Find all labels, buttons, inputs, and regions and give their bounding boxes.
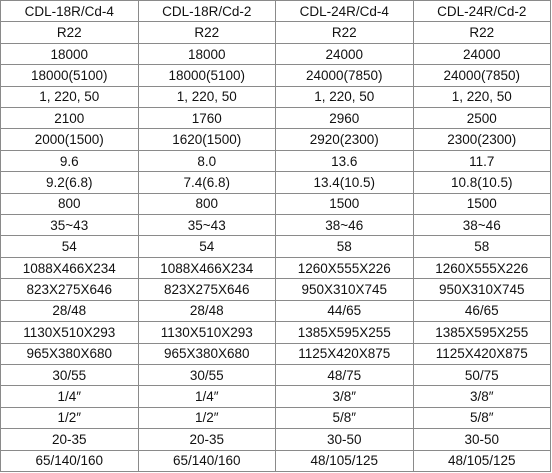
table-cell: 1/2″ (1, 407, 139, 428)
table-cell: 35~43 (138, 215, 276, 236)
table-row (1, 22, 551, 43)
table-cell: 9.6 (1, 150, 139, 171)
table-cell: 65/140/160 (1, 450, 139, 471)
header-cell-cdl-24r-cd-4: CDL-24R/Cd-4 (276, 1, 414, 22)
table-row (1, 86, 551, 107)
table-cell: 30-50 (413, 429, 551, 450)
header-cell-cdl-18r-cd-4: CDL-18R/Cd-4 (1, 1, 139, 22)
table-cell: 8.0 (138, 150, 276, 171)
table-cell: 1260X555X226 (276, 257, 414, 278)
table-cell: 65/140/160 (138, 450, 276, 471)
table-cell: 24000(7850) (413, 65, 551, 86)
table-cell: 44/65 (276, 300, 414, 321)
table-row (1, 429, 551, 450)
table-cell: 1125X420X875 (276, 343, 414, 364)
table-cell: 24000(7850) (276, 65, 414, 86)
table-cell: 2000(1500) (1, 129, 139, 150)
table-cell: 1, 220, 50 (413, 86, 551, 107)
header-cell-cdl-24r-cd-2: CDL-24R/Cd-2 (413, 1, 551, 22)
table-cell: 5/8″ (276, 407, 414, 428)
table-cell: 28/48 (1, 300, 139, 321)
table-cell: 18000 (1, 43, 139, 64)
table-cell: 1500 (413, 193, 551, 214)
table-cell: 58 (413, 236, 551, 257)
table-cell: 35~43 (1, 215, 139, 236)
table-cell: 1385X595X255 (276, 322, 414, 343)
table-cell: 20-35 (138, 429, 276, 450)
header-cell-cdl-18r-cd-2: CDL-18R/Cd-2 (138, 1, 276, 22)
table-row (1, 279, 551, 300)
table-cell: 48/105/125 (413, 450, 551, 471)
table-cell: R22 (1, 22, 139, 43)
table-row (1, 172, 551, 193)
table-cell: 24000 (276, 43, 414, 64)
table-cell: 1760 (138, 108, 276, 129)
table-row (1, 215, 551, 236)
table-cell: 823X275X646 (138, 279, 276, 300)
table-cell: 1125X420X875 (413, 343, 551, 364)
table-cell: 950X310X745 (413, 279, 551, 300)
table-cell: 1500 (276, 193, 414, 214)
table-cell: 2920(2300) (276, 129, 414, 150)
table-cell: 1/4″ (1, 386, 139, 407)
table-cell: 18000 (138, 43, 276, 64)
table-cell: 5/8″ (413, 407, 551, 428)
table-cell: 2960 (276, 108, 414, 129)
table-cell: 3/8″ (276, 386, 414, 407)
table-cell: 46/65 (413, 300, 551, 321)
table-cell: 50/75 (413, 364, 551, 385)
table-cell: 1/4″ (138, 386, 276, 407)
table-row (1, 193, 551, 214)
table-cell: 48/105/125 (276, 450, 414, 471)
table-cell: 58 (276, 236, 414, 257)
table-cell: 2500 (413, 108, 551, 129)
table-cell: 10.8(10.5) (413, 172, 551, 193)
table-cell: 18000(5100) (1, 65, 139, 86)
table-row (1, 322, 551, 343)
table-cell: 800 (138, 193, 276, 214)
table-cell: R22 (276, 22, 414, 43)
table-cell: 1088X466X234 (1, 257, 139, 278)
table-cell: 9.2(6.8) (1, 172, 139, 193)
table-cell: 965X380X680 (138, 343, 276, 364)
table-cell: 20-35 (1, 429, 139, 450)
table-cell: 1, 220, 50 (138, 86, 276, 107)
table-cell: 30/55 (138, 364, 276, 385)
table-row (1, 386, 551, 407)
table-cell: 38~46 (276, 215, 414, 236)
table-row (1, 257, 551, 278)
table-row (1, 364, 551, 385)
table-cell: 18000(5100) (138, 65, 276, 86)
table-cell: R22 (413, 22, 551, 43)
table-cell: 965X380X680 (1, 343, 139, 364)
spec-table-body (1, 1, 551, 472)
table-cell: 11.7 (413, 150, 551, 171)
table-row (1, 236, 551, 257)
table-cell: 2300(2300) (413, 129, 551, 150)
table-row (1, 65, 551, 86)
table-row (1, 43, 551, 64)
table-cell: 38~46 (413, 215, 551, 236)
table-cell: 800 (1, 193, 139, 214)
table-cell: 13.6 (276, 150, 414, 171)
table-cell: 1, 220, 50 (276, 86, 414, 107)
table-row (1, 407, 551, 428)
table-cell: 823X275X646 (1, 279, 139, 300)
table-cell: 7.4(6.8) (138, 172, 276, 193)
table-row (1, 150, 551, 171)
table-cell: 54 (1, 236, 139, 257)
table-cell: 1130X510X293 (1, 322, 139, 343)
table-cell: 13.4(10.5) (276, 172, 414, 193)
table-cell: 1/2″ (138, 407, 276, 428)
table-cell: 1130X510X293 (138, 322, 276, 343)
table-cell: 950X310X745 (276, 279, 414, 300)
table-cell: 1, 220, 50 (1, 86, 139, 107)
table-cell: 1620(1500) (138, 129, 276, 150)
table-cell: 2100 (1, 108, 139, 129)
table-cell: 28/48 (138, 300, 276, 321)
table-row (1, 129, 551, 150)
table-row (1, 108, 551, 129)
table-cell: 30/55 (1, 364, 139, 385)
table-cell: 1088X466X234 (138, 257, 276, 278)
table-row (1, 450, 551, 471)
table-cell: 30-50 (276, 429, 414, 450)
table-cell: 24000 (413, 43, 551, 64)
table-cell: 1260X555X226 (413, 257, 551, 278)
table-cell: 54 (138, 236, 276, 257)
table-cell: R22 (138, 22, 276, 43)
header-row (1, 1, 551, 22)
table-row (1, 343, 551, 364)
table-row (1, 300, 551, 321)
table-cell: 1385X595X255 (413, 322, 551, 343)
table-cell: 48/75 (276, 364, 414, 385)
table-cell: 3/8″ (413, 386, 551, 407)
